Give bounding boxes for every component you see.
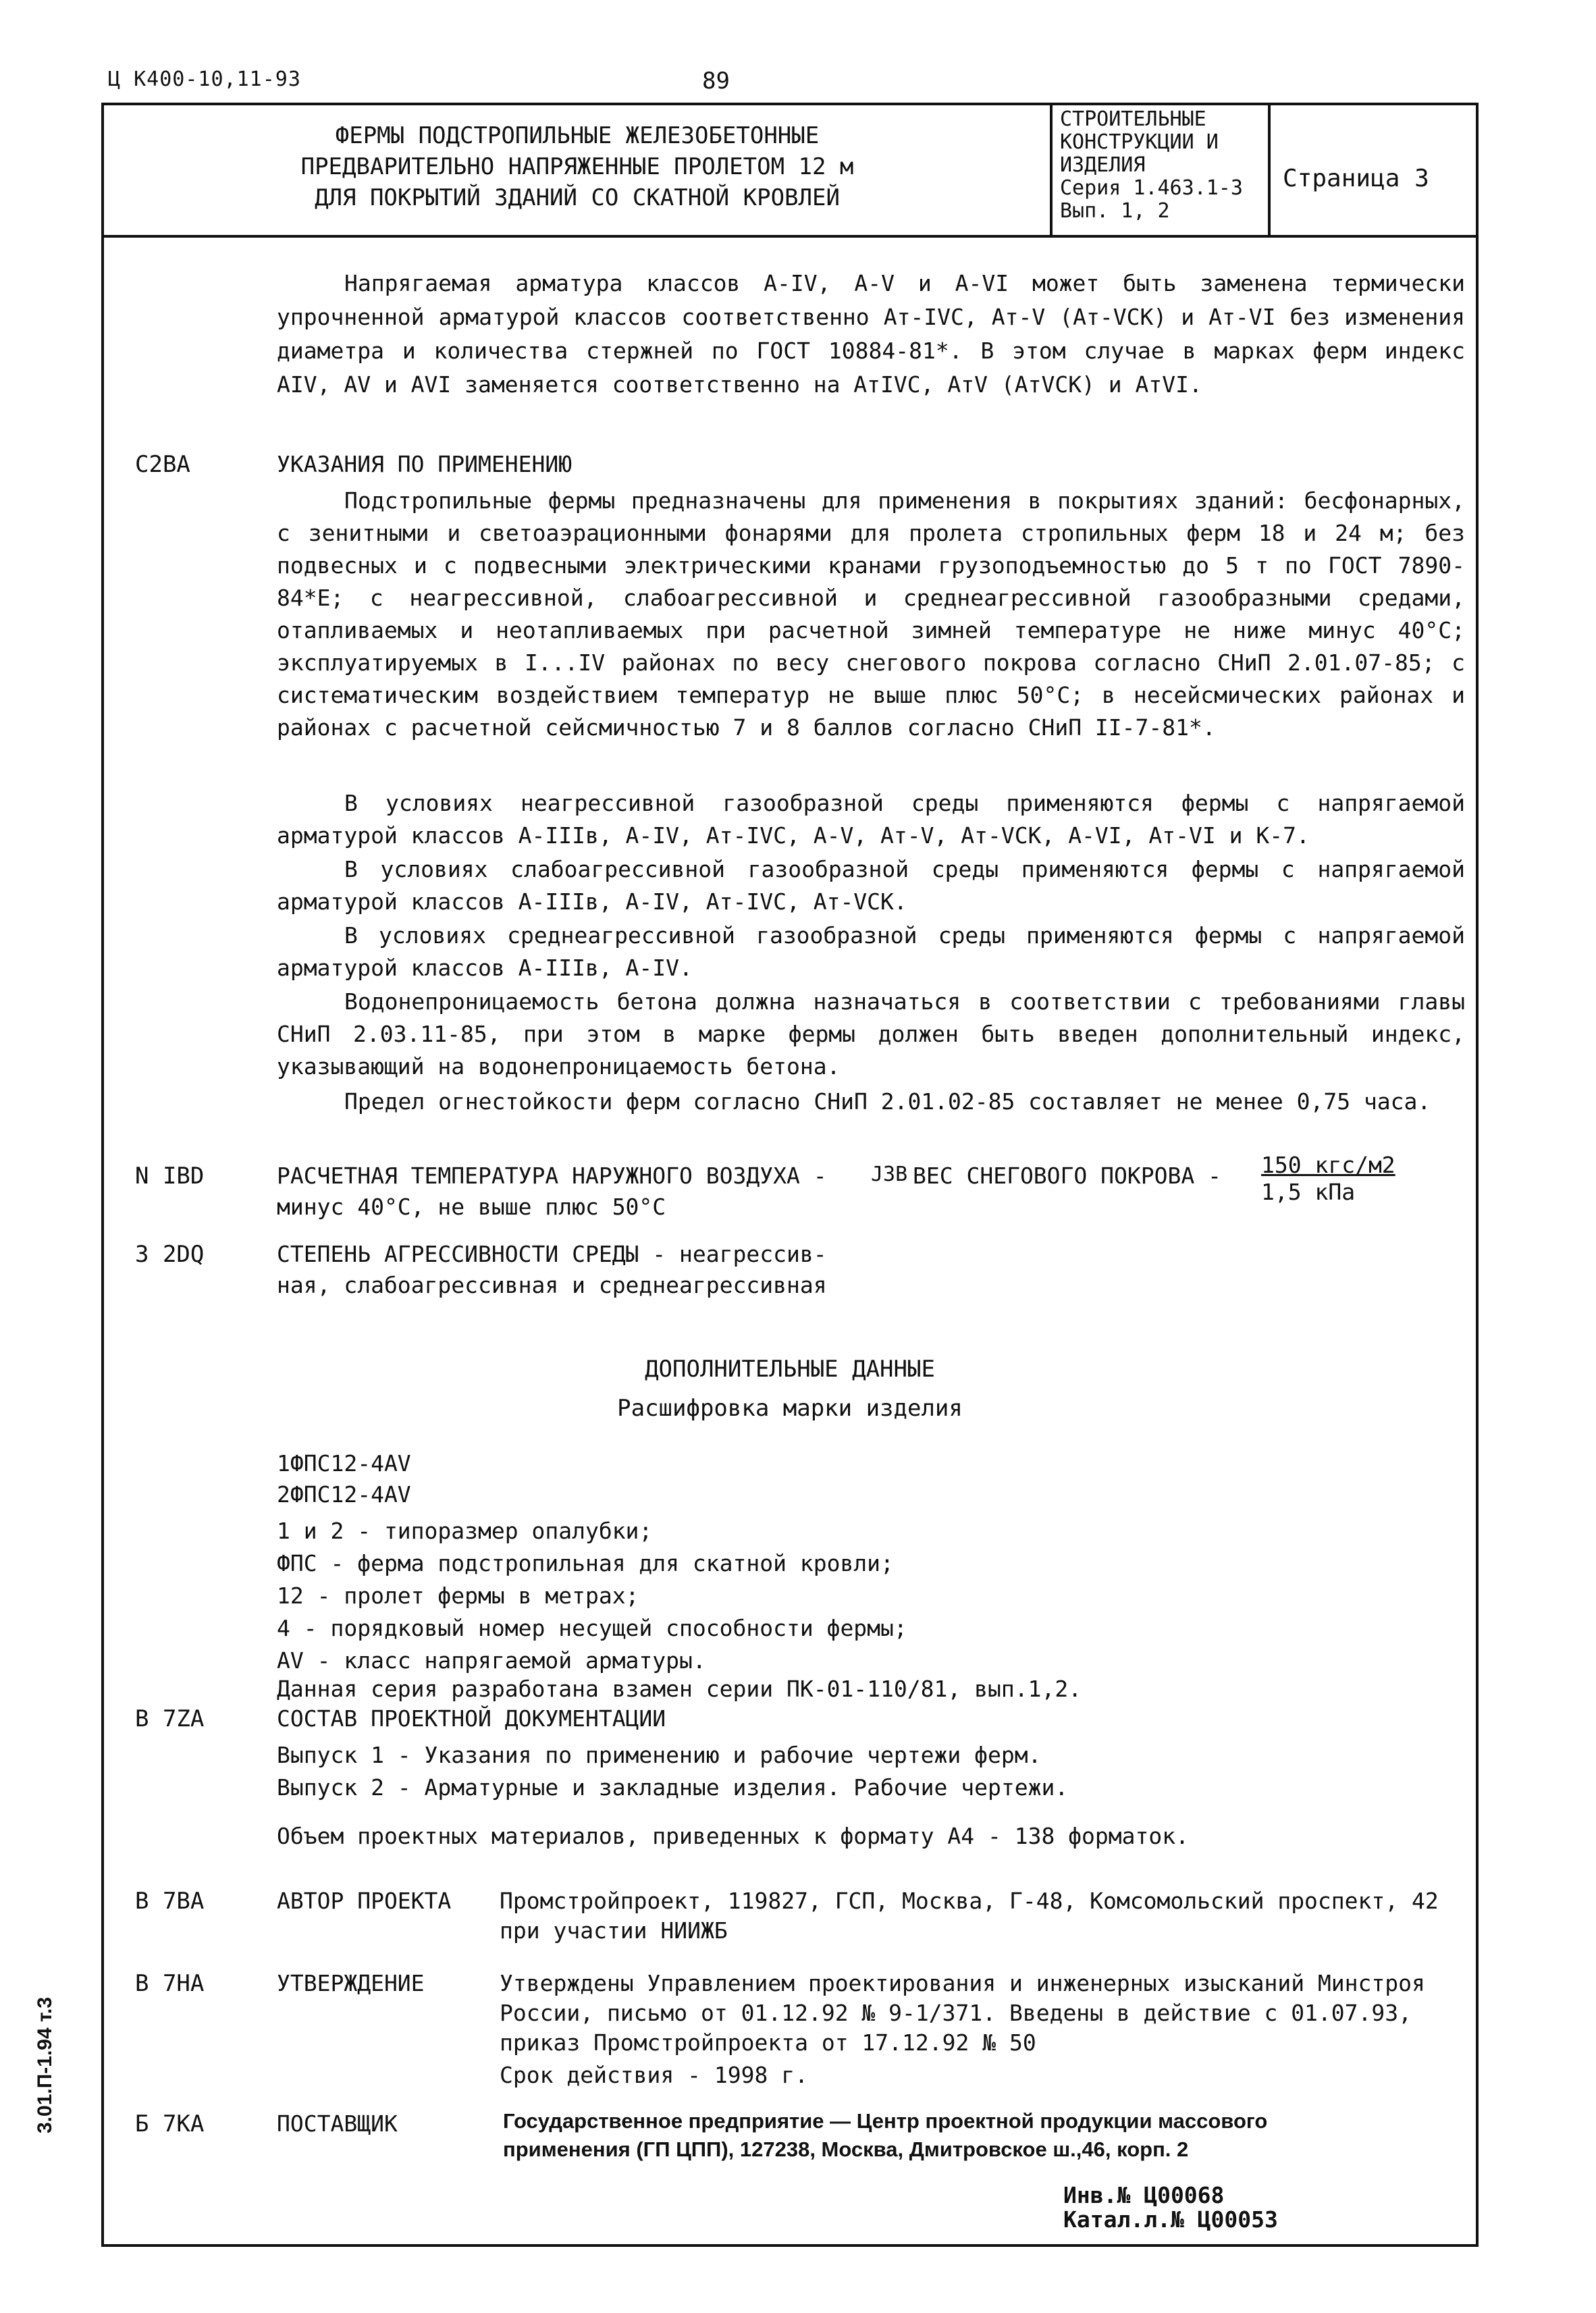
- product-mark: 2ФПС12-4АV: [277, 1481, 411, 1508]
- document-title: [115, 120, 1040, 213]
- page-label: Страница 3: [1283, 165, 1429, 192]
- usage-paragraph: Водонепроницаемость бетона должна назначаться в соответствии с требованиями главы СНиП 2.03.11-85, при этом в марке фермы должен быть введен дополнительный индекс, указывающий на водонепроницаемость бетона.: [277, 988, 1465, 1080]
- section-code: B 7HA: [135, 1970, 205, 1997]
- usage-paragraph: Предел огнестойкости ферм согласно СНиП 2.01.02-85 составляет не менее 0,75 часа.: [344, 1088, 1431, 1115]
- composition-line: Выпуск 1 - Указания по применению и рабочие чертежи ферм.: [277, 1742, 1042, 1768]
- aggressiveness-line: ная, слабоагрессивная и среднеагрессивная: [277, 1272, 827, 1298]
- intro-paragraph: Напрягаемая арматура классов А-IV, А-V и А-VI может быть заменена термически упрочненной арматурой классов соответственно Ат-IVC, Ат-V (Ат-VCK) и Ат-VI без изменения диаметра и количества стержней по ГОСТ 10884-81*. В этом случае в марках ферм индекс AIV, AV и AVI заменяется соответственно на AтIVC, AтV (AтVCK) и AтVI.: [277, 270, 1465, 398]
- aggressiveness-line: СТЕПЕНЬ АГРЕССИВНОСТИ СРЕДЫ - неагрессив-: [277, 1241, 827, 1267]
- section-code: C2BA: [135, 451, 190, 478]
- supplier-line: применения (ГП ЦПП), 127238, Москва, Дмитровское ш.,46, корп. 2: [503, 2137, 1189, 2161]
- category-line: СТРОИТЕЛЬНЫЕ: [1060, 107, 1206, 131]
- author-line: при участии НИИЖБ: [500, 1917, 728, 1944]
- snow-label: ВЕС СНЕГОВОГО ПОКРОВА -: [913, 1163, 1221, 1189]
- snow-value-kpa: 1,5 кПа: [1261, 1179, 1356, 1205]
- temperature-value: минус 40°С, не выше плюс 50°С: [277, 1194, 666, 1220]
- approval-line: Утверждены Управлением проектирования и инженерных изысканий Минстроя: [500, 1970, 1425, 1996]
- section-code: B 7ZA: [135, 1705, 205, 1732]
- approval-line: России, письмо от 01.12.92 № 9-1/371. Введены в действие с 01.07.93,: [500, 2000, 1412, 2026]
- category-line: КОНСТРУКЦИИ И: [1060, 130, 1219, 154]
- side-code: 3.01.П-1.94 т.3: [34, 1996, 56, 2133]
- author-line: Промстройпроект, 119827, ГСП, Москва, Г-48, Комсомольский проспект, 42: [500, 1888, 1439, 1914]
- supplier-label: ПОСТАВЩИК: [277, 2110, 398, 2137]
- section-code: Б 7КА: [135, 2110, 205, 2137]
- section-code: N IBD: [135, 1163, 205, 1190]
- category-block: [1060, 108, 1262, 223]
- title-divider: [1050, 103, 1053, 238]
- title-line: ФЕРМЫ ПОДСТРОПИЛЬНЫЕ ЖЕЛЕЗОБЕТОННЫЕ: [335, 122, 820, 149]
- section-heading: УКАЗАНИЯ ПО ПРИМЕНЕНИЮ: [277, 451, 573, 477]
- document-code: Ц К400-10,11-93: [108, 68, 301, 91]
- approval-line: Срок действия - 1998 г.: [500, 2062, 808, 2088]
- category-line: ИЗДЕЛИЯ: [1060, 153, 1146, 177]
- product-mark: 1ФПС12-4АV: [277, 1450, 411, 1477]
- composition-volume: Объем проектных материалов, приведенных к формату А4 - 138 форматок.: [277, 1823, 1190, 1849]
- composition-line: Выпуск 2 - Арматурные и закладные изделия. Рабочие чертежи.: [277, 1774, 1069, 1801]
- page-number: 89: [702, 68, 730, 95]
- decoding-line: АV - класс напрягаемой арматуры.: [277, 1647, 706, 1674]
- catalog-number: Катал.л.№ Ц00053: [1063, 2206, 1278, 2233]
- category-line: Вып. 1, 2: [1060, 199, 1170, 223]
- category-line: Серия 1.463.1-3: [1060, 176, 1243, 200]
- title-divider: [1268, 103, 1271, 238]
- usage-paragraph: Подстропильные фермы предназначены для применения в покрытиях зданий: бесфонарных, с зенитными и светоаэрационными фонарями для пролета стропильных ферм 18 и 24 м; без подвесных и с подвесными электрическими кранами грузоподъемностью до 5 т по ГОСТ 7890-84*Е; с неагрессивной, слабоагрессивной и среднеагрессивной газообразными средами, отапливаемых и неотапливаемых при расчетной зимней температуре не ниже минус 40°С; эксплуатируемых в I...IV районах по весу снегового покрова согласно СНиП 2.01.07-85; с систематическим воздействием температур не выше плюс 50°С; в несейсмических районах и районах с расчетной сейсмичностью 7 и 8 баллов согласно СНиП II-7-81*.: [277, 487, 1465, 741]
- decoding-line: 4 - порядковый номер несущей способности фермы;: [277, 1615, 907, 1641]
- usage-paragraph: В условиях неагрессивной газообразной среды применяются фермы с напрягаемой арматурой классов А-IIIв, А-IV, Ат-IVC, А-V, Ат-V, Ат-VCK, А-VI, Ат-VI и К-7.: [277, 790, 1465, 849]
- section-code: 3 2DQ: [135, 1241, 205, 1268]
- title-line: ДЛЯ ПОКРЫТИЙ ЗДАНИЙ СО СКАТНОЙ КРОВЛЕЙ: [315, 184, 840, 211]
- composition-heading: СОСТАВ ПРОЕКТНОЙ ДОКУМЕНТАЦИИ: [277, 1705, 666, 1732]
- additional-subheading: Расшифровка марки изделия: [617, 1395, 963, 1422]
- decoding-line: Данная серия разработана взамен серии ПК-01-110/81, вып.1,2.: [277, 1676, 1082, 1702]
- approval-line: приказ Промстройпроекта от 17.12.92 № 50: [500, 2029, 1036, 2056]
- usage-paragraph: В условиях слабоагрессивной газообразной среды применяются фермы с напрягаемой арматурой классов А-IIIв, А-IV, Ат-IVC, Ат-VCK.: [277, 856, 1465, 915]
- additional-heading: ДОПОЛНИТЕЛЬНЫЕ ДАННЫЕ: [645, 1356, 935, 1383]
- decoding-line: 12 - пролет фермы в метрах;: [277, 1583, 639, 1609]
- supplier-line: Государственное предприятие — Центр проектной продукции массового: [503, 2109, 1268, 2133]
- author-label: АВТОР ПРОЕКТА: [277, 1888, 452, 1914]
- decoding-line: 1 и 2 - типоразмер опалубки;: [277, 1518, 653, 1544]
- section-code: B 7BA: [135, 1888, 205, 1915]
- approval-label: УТВЕРЖДЕНИЕ: [277, 1970, 425, 1996]
- snow-value-kgf: 150 кгс/м2: [1261, 1152, 1395, 1178]
- usage-paragraph: В условиях среднеагрессивной газообразной среды применяются фермы с напрягаемой арматурой классов А-IIIв, А-IV.: [277, 922, 1465, 981]
- snow-code: J3B: [871, 1163, 908, 1186]
- decoding-line: ФПС - ферма подстропильная для скатной кровли;: [277, 1550, 894, 1576]
- title-line: ПРЕДВАРИТЕЛЬНО НАПРЯЖЕННЫЕ ПРОЛЕТОМ 12 м: [300, 153, 854, 180]
- temperature-label: РАСЧЕТНАЯ ТЕМПЕРАТУРА НАРУЖНОГО ВОЗДУХА -: [277, 1163, 827, 1189]
- inventory-number: Инв.№ Ц00068: [1063, 2182, 1225, 2208]
